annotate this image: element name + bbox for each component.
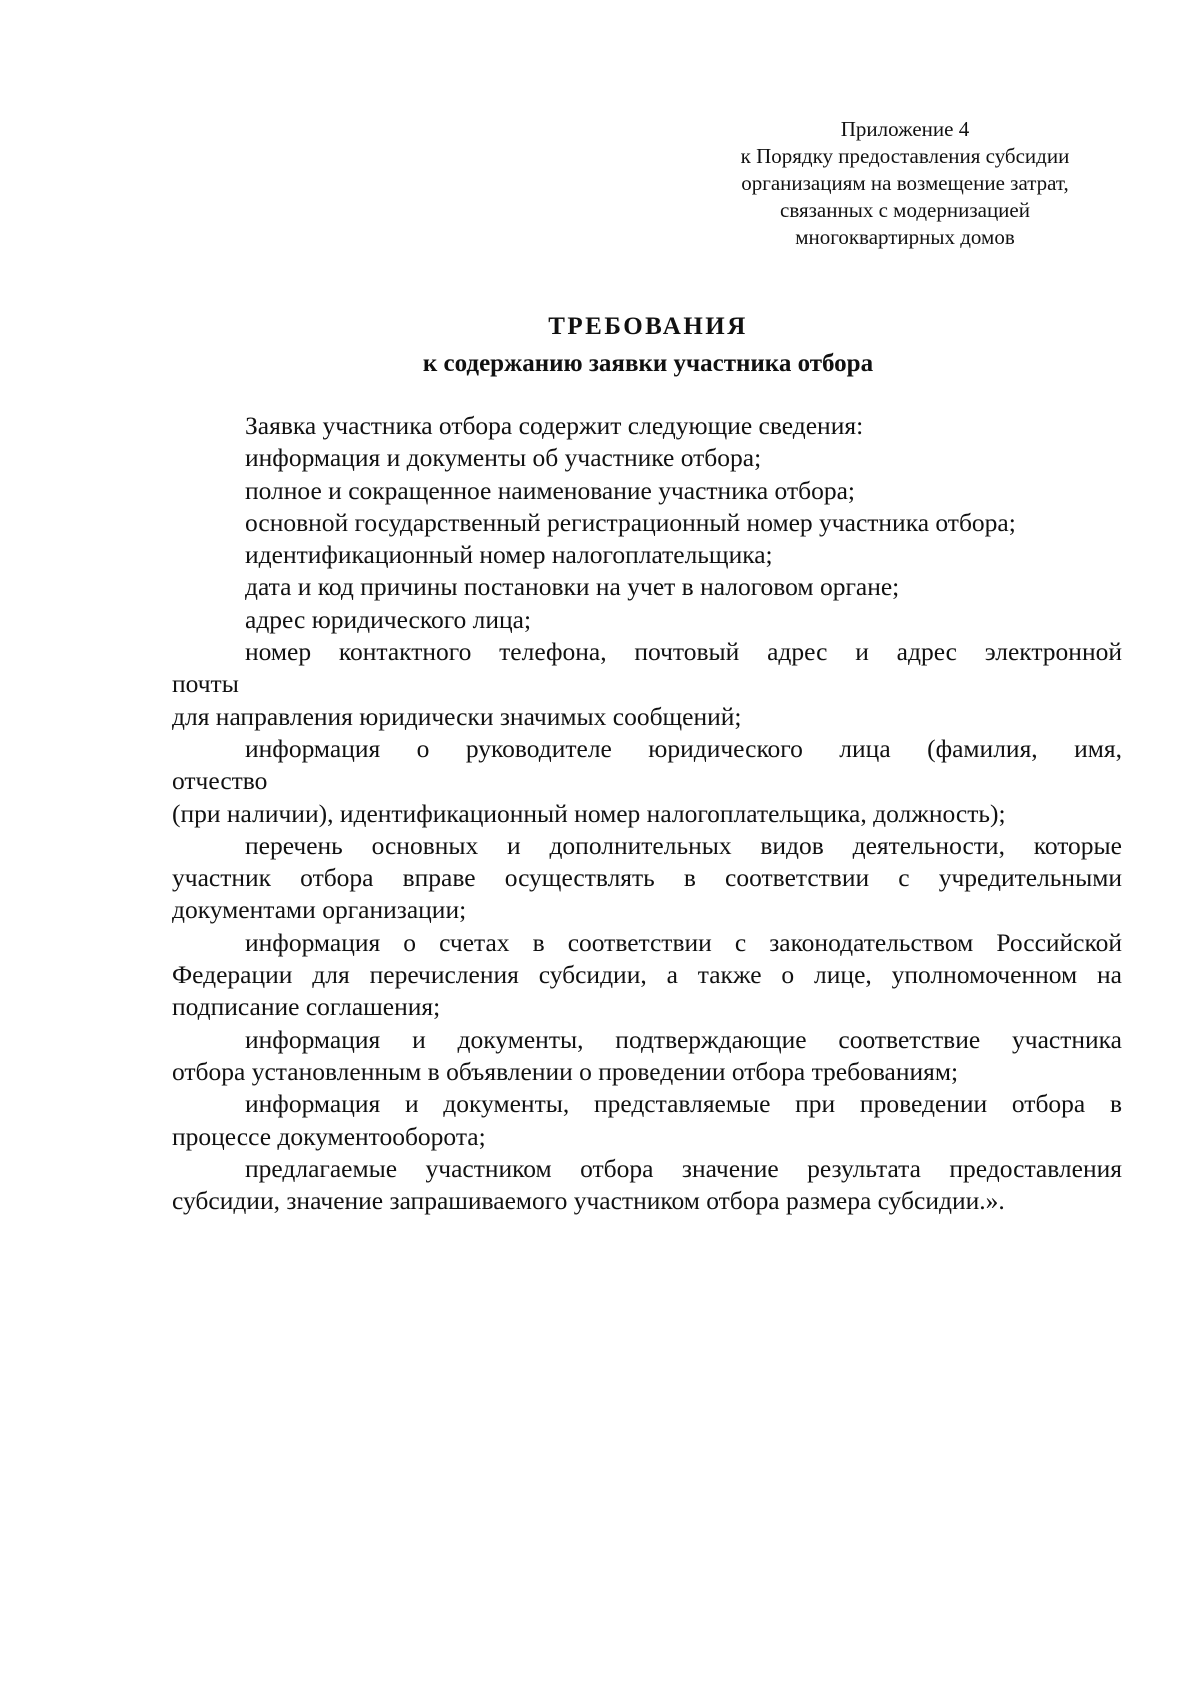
body-paragraph: адрес юридического лица;	[245, 604, 532, 634]
body-line: участник отбора вправе осуществлять в соответствии с учредительными	[172, 863, 1122, 893]
appendix-line: Приложение 4	[840, 117, 970, 141]
body-line: процессе документооборота;	[172, 1121, 486, 1151]
appendix-block	[690, 116, 1120, 251]
document-body	[172, 410, 1122, 1217]
document-subtitle: к содержанию заявки участника отбора	[422, 350, 874, 377]
body-line: почты	[172, 669, 239, 699]
body-line: предлагаемые участником отбора значение результата предоставления	[245, 1153, 1122, 1183]
body-line: отбора установленным в объявлении о проведении отбора требованиям;	[172, 1056, 959, 1086]
appendix-line: многоквартирных домов	[795, 225, 1015, 249]
body-paragraph: Заявка участника отбора содержит следующие сведения:	[245, 411, 864, 440]
body-line: Федерации для перечисления субсидии, а также о лице, уполномоченном на	[172, 960, 1122, 990]
body-paragraph: идентификационный номер налогоплательщика;	[245, 540, 773, 570]
body-line: номер контактного телефона, почтовый адрес и адрес электронной	[245, 637, 1122, 667]
body-line: информация о руководителе юридического лица (фамилия, имя,	[245, 733, 1122, 763]
body-paragraph: полное и сокращенное наименование участника отбора;	[245, 475, 855, 505]
body-line: для направления юридически значимых сообщений;	[172, 701, 742, 731]
body-paragraph: основной государственный регистрационный номер участника отбора;	[245, 507, 1016, 537]
body-line: отчество	[172, 766, 268, 796]
body-line: документами организации;	[172, 895, 467, 925]
appendix-line: к Порядку предоставления субсидии	[740, 144, 1070, 168]
body-line: подписание соглашения;	[172, 992, 441, 1022]
body-line: информация и документы, представляемые при проведении отбора в	[245, 1089, 1122, 1119]
appendix-line: организациям на возмещение затрат,	[741, 171, 1069, 195]
document-title: ТРЕБОВАНИЯ	[548, 313, 748, 340]
body-line: (при наличии), идентификационный номер налогоплательщика, должность);	[172, 798, 1006, 828]
appendix-line: связанных с модернизацией	[780, 198, 1030, 222]
body-line: информация и документы, подтверждающие соответствие участника	[245, 1024, 1122, 1054]
body-line: перечень основных и дополнительных видов деятельности, которые	[245, 830, 1122, 860]
body-line: субсидии, значение запрашиваемого участником отбора размера субсидии.».	[172, 1186, 1005, 1216]
body-paragraph: дата и код причины постановки на учет в налоговом органе;	[245, 572, 900, 602]
body-line: информация о счетах в соответствии с законодательством Российской	[245, 927, 1122, 957]
body-paragraph: информация и документы об участнике отбора;	[245, 443, 762, 473]
